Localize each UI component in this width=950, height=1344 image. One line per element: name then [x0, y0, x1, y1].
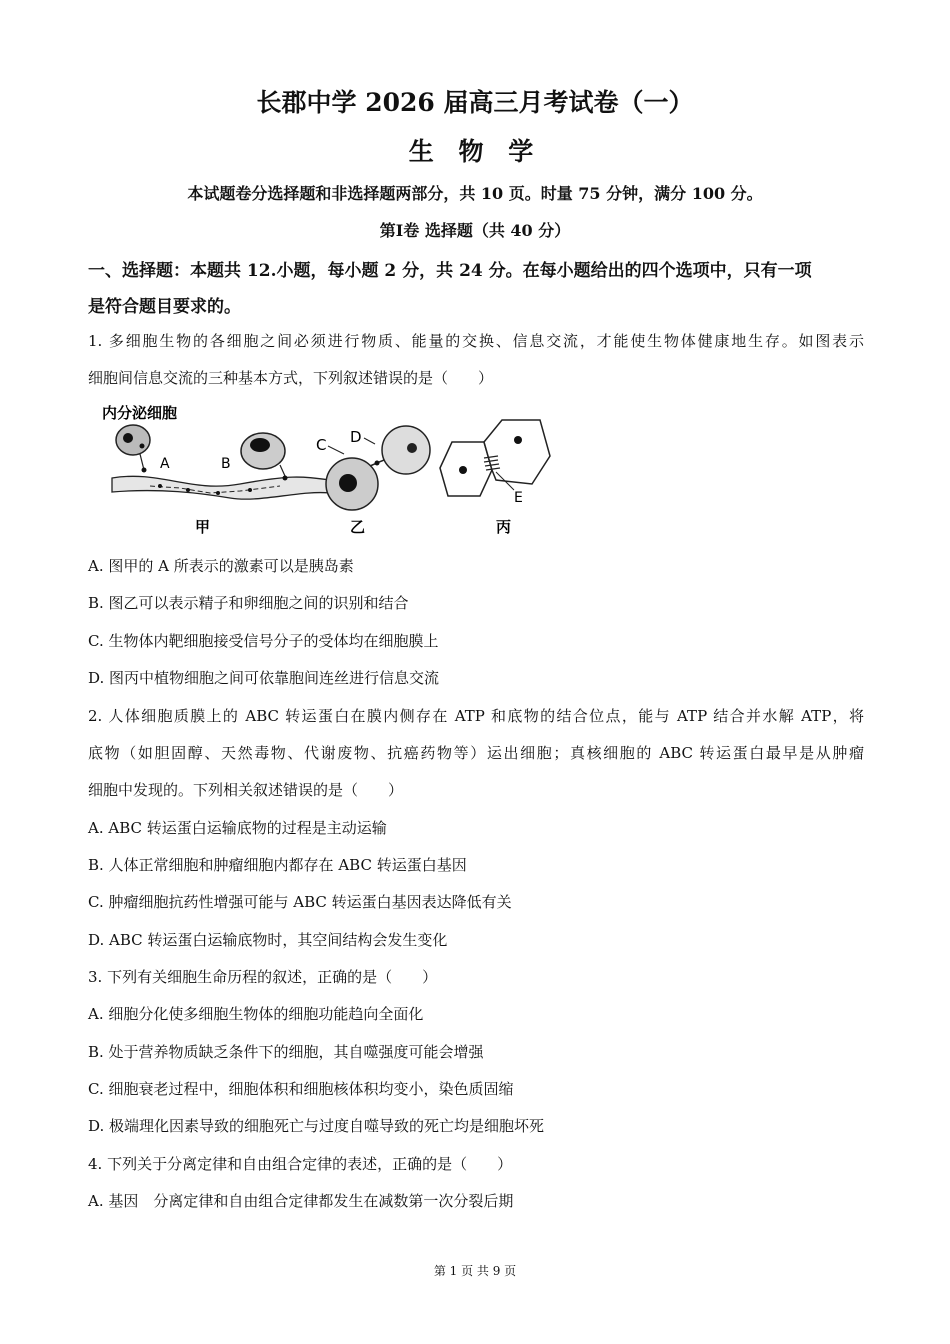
section-heading-line1: 一、选择题：本题共 12.小题，每小题 2 分，共 24 分。在每小题给出的四个选项中，只有一项 [88, 261, 812, 281]
q1-stem-line2: 细胞间信息交流的三种基本方式，下列叙述错误的是（ ） [88, 369, 494, 387]
q1-option-b: B. 图乙可以表示精子和卵细胞之间的识别和结合 [88, 594, 409, 612]
q2-option-b: B. 人体正常细胞和肿瘤细胞内都存在 ABC 转运蛋白基因 [88, 856, 467, 874]
endocrine-cell-label: 内分泌细胞 [102, 404, 178, 422]
label-a: A [160, 456, 170, 472]
q2-stem-line2: 底物（如胆固醇、天然毒物、代谢废物、抗癌药物等）运出细胞；真核细胞的 ABC 转运蛋白最早是从肿瘤 [88, 744, 864, 762]
plant-cell-right [484, 420, 550, 484]
section-heading-line2: 是符合题目要求的。 [88, 297, 241, 317]
exam-info: 本试题卷分选择题和非选择题两部分，共 10 页。时量 75 分钟，满分 100 分。 [187, 184, 763, 203]
q4-option-a: A. 基因 分离定律和自由组合定律都发生在减数第一次分裂后期 [88, 1192, 514, 1210]
q1-stem-line1: 1. 多细胞生物的各细胞之间必须进行物质、能量的交换、信息交流，才能使生物体健康地生存。如图表示 [88, 332, 864, 350]
q2-stem-line3: 细胞中发现的。下列相关叙述错误的是（ ） [88, 781, 404, 799]
page-footer: 第 1 页 共 9 页 [433, 1264, 517, 1278]
q1-option-d: D. 图丙中植物细胞之间可依靠胞间连丝进行信息交流 [88, 669, 440, 687]
q3-stem: 3. 下列有关细胞生命历程的叙述，正确的是（ ） [88, 968, 438, 986]
subject-title: 生 物 学 [408, 137, 542, 166]
panel-label-jia: 甲 [195, 518, 211, 536]
exam-title: 长郡中学 2026 届高三月考试卷（一） [256, 88, 694, 117]
label-e: E [514, 490, 523, 506]
q2-option-a: A. ABC 转运蛋白运输底物的过程是主动运输 [88, 819, 387, 837]
q3-option-d: D. 极端理化因素导致的细胞死亡与过度自噬导致的死亡均是细胞坏死 [88, 1117, 545, 1135]
q3-option-c: C. 细胞衰老过程中，细胞体积和细胞核体积均变小，染色质固缩 [88, 1080, 514, 1098]
q4-stem: 4. 下列关于分离定律和自由组合定律的表述，正确的是（ ） [88, 1155, 513, 1173]
cell-top [382, 426, 430, 474]
panel-label-bing: 丙 [496, 518, 512, 536]
q2-option-c: C. 肿瘤细胞抗药性增强可能与 ABC 转运蛋白基因表达降低有关 [88, 893, 512, 911]
blood-vessel [112, 476, 330, 499]
q2-option-d: D. ABC 转运蛋白运输底物时，其空间结构会发生变化 [88, 931, 448, 949]
endocrine-cell [116, 425, 150, 455]
q2-stem-line1: 2. 人体细胞质膜上的 ABC 转运蛋白在膜内侧存在 ATP 和底物的结合位点，能与 ATP 结合并水解 ATP，将 [88, 707, 864, 725]
q3-option-b: B. 处于营养物质缺乏条件下的细胞，其自噬强度可能会增强 [88, 1043, 484, 1061]
part-title: 第Ⅰ卷 选择题（共 40 分） [379, 221, 571, 240]
cell-communication-figure [100, 398, 560, 543]
label-b: B [221, 456, 231, 472]
panel-label-yi: 乙 [350, 518, 366, 536]
label-d: D [350, 428, 362, 446]
q3-option-a: A. 细胞分化使多细胞生物体的细胞功能趋向全面化 [88, 1005, 424, 1023]
q1-option-a: A. 图甲的 A 所表示的激素可以是胰岛素 [88, 557, 354, 575]
q1-option-c: C. 生物体内靶细胞接受信号分子的受体均在细胞膜上 [88, 632, 439, 650]
label-c: C [316, 436, 327, 454]
